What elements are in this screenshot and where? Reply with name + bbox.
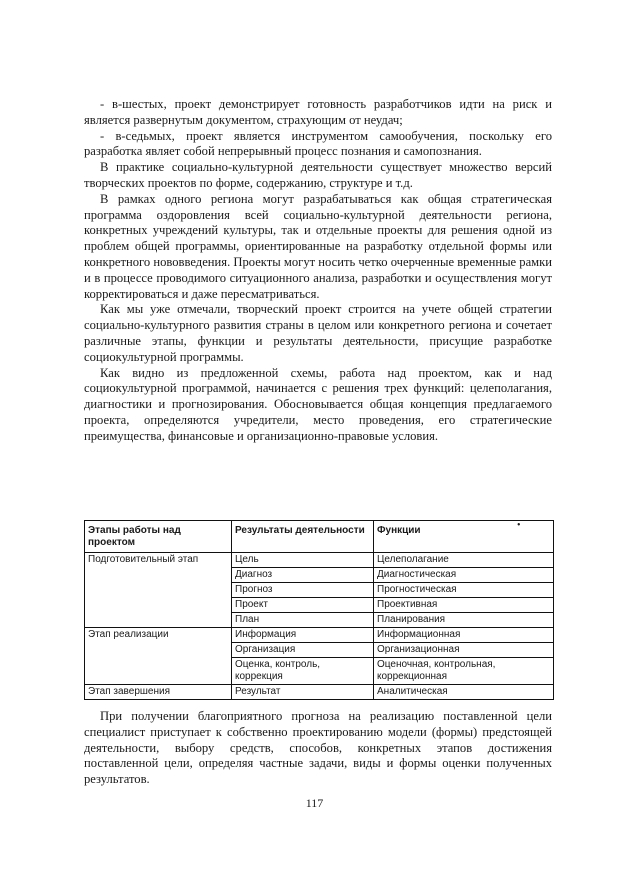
table-cell-result: План — [232, 613, 374, 628]
body-text-top — [84, 97, 552, 445]
paragraph-strategy: Как мы уже отмечали, творческий проект строится на учете общей стратегии социально-культурного развития страны в целом или конкретного региона и сочетает различные этапы, функции и результаты деятельности, присущие разработке социокультурной программы. — [84, 302, 552, 364]
table-row — [85, 553, 554, 568]
table-cell-function: Оценочная, контрольная, коррекционная — [374, 658, 554, 685]
table-cell-stage — [85, 598, 232, 613]
page-number: 117 — [305, 796, 324, 810]
table-cell-function: Планирования — [374, 613, 554, 628]
table-cell-function: Информационная — [374, 628, 554, 643]
table-cell-result: Проект — [232, 598, 374, 613]
table-cell-function: Целеполагание — [374, 553, 554, 568]
paragraph-after-table: При получении благоприятного прогноза на реализацию поставленной цели специалист приступает к собственно проектированию модели (формы) предстоящей деятельности, выбору средств, способов, конкретных этапов достижения поставленной цели, определяя частные задачи, виды и формы оценки полученных результатов. — [84, 709, 552, 787]
table-cell-stage — [85, 658, 232, 685]
table-cell-result: Диагноз — [232, 568, 374, 583]
table-cell-function: Проективная — [374, 598, 554, 613]
paragraph-versions: В практике социально-культурной деятельности существует множество версий творческих проектов по форме, содержанию, структуре и т.д. — [84, 160, 552, 190]
table-row — [85, 568, 554, 583]
project-stages-table — [84, 520, 554, 700]
table-cell-stage — [85, 583, 232, 598]
table-row — [85, 583, 554, 598]
table-cell-stage — [85, 613, 232, 628]
table-cell-stage: Этап реализации — [85, 628, 232, 643]
paragraph-scheme: Как видно из предложенной схемы, работа над проектом, как и над социокультурной программой, начинается с решения трех функций: целеполагания, диагностики и прогнозирования. Обосновывается общая концепция предлагаемого проекта, определяются учредители, место проведения, его стратегические преимущества, финансовые и организационно-правовые условия. — [84, 365, 552, 443]
table-row — [85, 598, 554, 613]
body-text-bottom — [84, 709, 552, 788]
table-cell-function: Аналитическая — [374, 685, 554, 700]
table-row — [85, 643, 554, 658]
table-row — [85, 613, 554, 628]
header-results: Результаты деятельности — [232, 521, 374, 553]
table-cell-function: Прогностическая — [374, 583, 554, 598]
table-cell-result: Результат — [232, 685, 374, 700]
table-cell-result: Прогноз — [232, 583, 374, 598]
table-row — [85, 685, 554, 700]
table-cell-stage: Этап завершения — [85, 685, 232, 700]
table-corner-mark: • — [517, 520, 521, 531]
table-cell-stage: Подготовительный этап — [85, 553, 232, 568]
table-cell-stage — [85, 568, 232, 583]
table-cell-result: Оценка, контроль, коррекция — [232, 658, 374, 685]
table-row — [85, 628, 554, 643]
table-cell-function: Диагностическая — [374, 568, 554, 583]
table-cell-result: Информация — [232, 628, 374, 643]
table-row — [85, 658, 554, 685]
header-stages: Этапы работы над проектом — [85, 521, 232, 553]
paragraph-region: В рамках одного региона могут разрабатываться как общая стратегическая программа оздоровления всей социально-культурной деятельности региона, конкретных учреждений культуры, так и отдельные проекты для решения одной из проблем общей программы, ориентированные на разработку отдельной формы или конкретного нововведения. Проекты могут носить четко очерченные временные рамки и в процессе проводимого ситуационного анализа, разработки и осуществления могут корректироваться и даже пересматриваться. — [84, 191, 552, 301]
header-functions: Функции — [374, 521, 554, 553]
table-header-row — [85, 521, 554, 553]
list-item-seventh: - в-седьмых, проект является инструментом самообучения, поскольку его разработка являет собой непрерывный процесс познания и самопознания. — [84, 128, 552, 159]
list-item-sixth: - в-шестых, проект демонстрирует готовность разработчиков идти на риск и является развернутым документом, страхующим от неудач; — [84, 97, 552, 127]
table-cell-result: Организация — [232, 643, 374, 658]
table-cell-result: Цель — [232, 553, 374, 568]
table-cell-function: Организационная — [374, 643, 554, 658]
table-cell-stage — [85, 643, 232, 658]
